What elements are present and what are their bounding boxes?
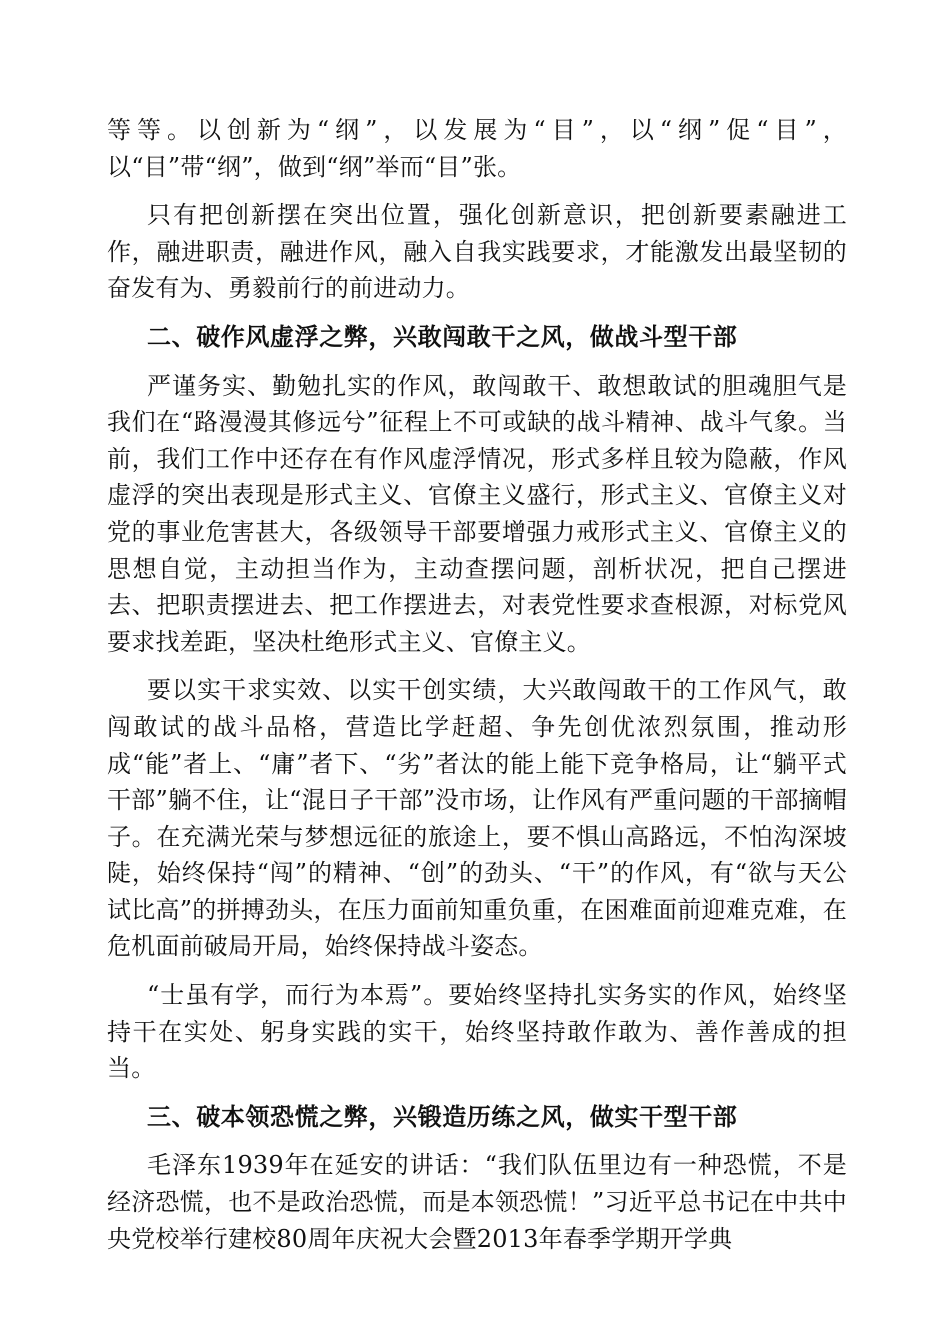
paragraph-gap [107, 185, 847, 197]
section-heading: 二、破作风虚浮之弊，兴敢闯敢干之风，做战斗型干部 [147, 322, 738, 351]
paragraph: 只有把创新摆在突出位置，强化创新意识，把创新要素融进工作，融进职责，融进作风，融入自我实践要求，才能激发出最坚韧的奋发有为、勇毅前行的前进动力。 [107, 201, 847, 303]
paragraph: 毛泽东1939年在延安的讲话：“我们队伍里边有一种恐慌，不是经济恐慌，也不是政治恐慌，而是本领恐慌！”习近平总书记在中共中央党校举行建校80周年庆祝大会暨2013年春季学期开学典 [107, 1151, 847, 1253]
paragraph-gap [107, 965, 847, 977]
paragraph: 严谨务实、勤勉扎实的作风，敢闯敢干、敢想敢试的胆魂胆气是我们在“路漫漫其修远兮”征程上不可或缺的战斗精神、战斗气象。当前，我们工作中还存在有作风虚浮情况，形式多样且较为隐蔽，作风虚浮的突出表现是形式主义、官僚主义盛行，形式主义、官僚主义对党的事业危害甚大，各级领导干部要增强力戒形式主义、官僚主义的思想自觉，主动担当作为，主动查摆问题，剖析状况，把自己摆进去、把职责摆进去、把工作摆进去，对表党性要求查根源，对标党风要求找差距，坚决杜绝形式主义、官僚主义。 [107, 371, 847, 656]
paragraph: “士虽有学，而行为本焉”。要始终坚持扎实务实的作风，始终坚持干在实处、躬身实践的实干，始终坚持敢作敢为、善作善成的担当。 [107, 981, 847, 1083]
paragraph: 要以实干求实效、以实干创实绩，大兴敢闯敢干的工作风气，敢闯敢试的战斗品格，营造比学赶超、争先创优浓烈氛围，推动形成“能”者上、“庸”者下、“劣”者汰的能上能下竞争格局，让“躺平式干部”躺不住，让“混日子干部”没市场，让作风有严重问题的干部摘帽子。在充满光荣与梦想远征的旅途上，要不惧山高路远，不怕沟深坡陡，始终保持“闯”的精神、“创”的劲头、“干”的作风，有“欲与天公试比高”的拼搏劲头，在压力面前知重负重，在困难面前迎难克难，在危机面前破局开局，始终保持战斗姿态。 [107, 676, 847, 961]
document-page [107, 112, 847, 1257]
paragraph-gap [107, 1087, 847, 1099]
paragraph-gap [107, 356, 847, 368]
paragraph: 等等。以创新为“纲”，以发展为“目”，以“纲”促“目”，以“目”带“纲”，做到“纲”举而“目”张。 [107, 116, 847, 181]
paragraph-gap [107, 660, 847, 672]
paragraph-gap [107, 307, 847, 319]
paragraph-gap [107, 1135, 847, 1147]
section-heading: 三、破本领恐慌之弊，兴锻造历练之风，做实干型干部 [147, 1102, 738, 1131]
